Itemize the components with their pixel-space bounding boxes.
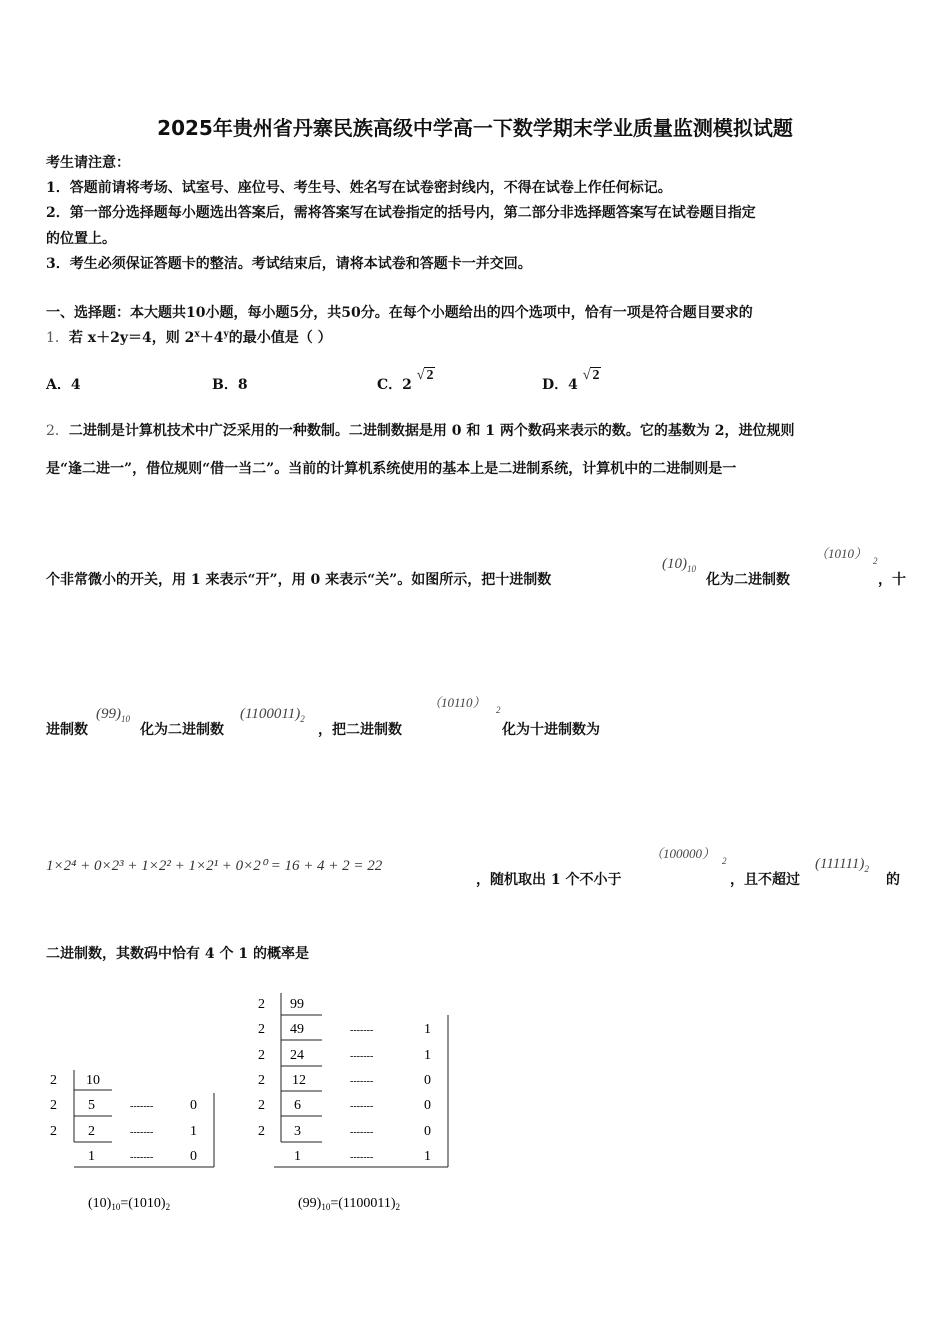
dash: -------	[350, 1152, 374, 1163]
q1-text-a: 若 x＋2y＝4，则 2	[68, 330, 195, 346]
quotient: 49	[290, 1022, 304, 1037]
q2-line-3b: 化为二进制数	[706, 572, 790, 588]
option-d-radicand: 2	[592, 368, 600, 383]
caption-text: =(1010)	[120, 1196, 166, 1211]
option-c[interactable]	[377, 368, 435, 394]
expr-sub: 2	[864, 864, 869, 874]
option-c-radicand: 2	[426, 368, 434, 383]
remainder: 1	[424, 1149, 431, 1164]
dash: -------	[130, 1127, 154, 1138]
q1-text-b: ＋4	[199, 330, 224, 346]
option-d[interactable]	[542, 368, 601, 394]
q2-line-3c: ，十	[878, 572, 906, 588]
page-title: 2025年贵州省丹寨民族高级中学高一下数学期末学业质量监测模拟试题	[157, 116, 793, 140]
expr-1010-binary: （1010）	[815, 546, 868, 561]
dash: -------	[130, 1101, 154, 1112]
division-figure	[40, 985, 460, 1220]
notice-item-1: 1．答题前请将考场、试室号、座位号、考生号、姓名写在试卷密封线内，不得在试卷上作任何标记。	[46, 180, 672, 196]
q2-line-4d: 化为十进制数为	[502, 722, 600, 738]
q1-text-c: 的最小值是（ ）	[228, 330, 332, 346]
caption-text: (99)	[298, 1196, 322, 1211]
option-a[interactable]: A．4	[46, 377, 81, 393]
quotient: 10	[86, 1073, 100, 1088]
caption-text: (10)	[88, 1196, 112, 1211]
divisor: 2	[258, 1098, 265, 1113]
q2-line-4b: 化为二进制数	[140, 722, 224, 738]
remainder: 1	[190, 1124, 197, 1139]
expr-10-decimal	[662, 556, 696, 574]
remainder: 0	[190, 1149, 197, 1164]
quotient: 1	[88, 1149, 95, 1164]
divisor: 2	[258, 1048, 265, 1063]
divisor: 2	[50, 1124, 57, 1139]
caption-sub: 10	[111, 1202, 121, 1212]
expr-sub: 10	[687, 564, 696, 574]
question-number: 1．	[46, 330, 69, 346]
quotient: 99	[290, 997, 304, 1012]
dash: -------	[350, 1051, 374, 1062]
dash: -------	[350, 1127, 374, 1138]
dash: -------	[350, 1025, 374, 1036]
sqrt-symbol: √ 2	[582, 368, 600, 383]
divisor: 2	[258, 997, 265, 1012]
q2-line-1	[46, 420, 795, 440]
notice-item-2-cont: 的位置上。	[46, 231, 116, 247]
caption-text: =(1100011)	[330, 1196, 396, 1211]
divisor: 2	[50, 1098, 57, 1113]
quotient: 6	[294, 1098, 301, 1113]
q2-line-4a: 进制数	[46, 722, 88, 738]
quotient: 2	[88, 1124, 95, 1139]
dash: -------	[350, 1076, 374, 1087]
right-caption	[298, 1196, 400, 1212]
expr-99-decimal	[96, 706, 130, 724]
expr-100000-binary: （100000）	[650, 846, 716, 861]
q2-line-2: 是“逢二进一”，借位规则“借一当二”。当前的计算机系统使用的基本上是二进制系统，计算机中的二进制则是一	[46, 461, 737, 477]
divisor: 2	[258, 1073, 265, 1088]
expr-100000-sub: 2	[722, 856, 727, 866]
question-number: 2．	[46, 423, 69, 439]
remainder: 0	[190, 1098, 197, 1113]
expr-sub: 2	[300, 714, 305, 724]
q2-line-5a: ，随机取出 1 个不小于	[476, 872, 622, 888]
caption-sub: 2	[395, 1202, 401, 1212]
remainder: 1	[424, 1048, 431, 1063]
quotient: 1	[294, 1149, 301, 1164]
q1-exp-x: x	[194, 329, 200, 340]
expr-1010-sub: 2	[873, 556, 878, 566]
divisor: 2	[258, 1124, 265, 1139]
conversion-formula: 1×2⁴ + 0×2³ + 1×2² + 1×2¹ + 0×2⁰ = 16 + 4 + 2 = 22	[46, 858, 383, 874]
section-heading: 一、选择题：本大题共10小题，每小题5分，共50分。在每个小题给出的四个选项中，恰有一项是符合题目要求的	[46, 305, 753, 321]
notice-heading: 考生请注意：	[46, 155, 130, 171]
quotient: 5	[88, 1098, 95, 1113]
dash: -------	[350, 1101, 374, 1112]
remainder: 1	[424, 1022, 431, 1037]
caption-sub: 10	[321, 1202, 331, 1212]
quotient: 12	[292, 1073, 306, 1088]
option-d-label: D．4	[542, 377, 578, 393]
right-division-diagram	[258, 993, 448, 1212]
dash: -------	[130, 1152, 154, 1163]
caption-sub: 2	[165, 1202, 171, 1212]
q2-line1-text: 二进制是计算机技术中广泛采用的一种数制。二进制数据是用 0 和 1 两个数码来表示的数。它的基数为 2，进位规则	[68, 423, 795, 439]
remainder: 0	[424, 1124, 431, 1139]
quotient: 24	[290, 1048, 304, 1063]
expr-111111-binary	[815, 856, 869, 874]
divisor: 2	[50, 1073, 57, 1088]
question-1	[46, 327, 332, 347]
expr-1100011-binary	[240, 706, 305, 724]
quotient: 3	[294, 1124, 301, 1139]
left-caption	[88, 1196, 170, 1212]
expr-sub: 10	[121, 714, 130, 724]
expr-text: (10)	[662, 556, 687, 572]
notice-item-2: 2．第一部分选择题每小题选出答案后，需将答案写在试卷指定的括号内，第二部分非选择题答案写在试卷题目指定	[46, 205, 756, 221]
left-division-diagram	[50, 1070, 214, 1212]
expr-text: (1100011)	[240, 706, 301, 722]
option-c-label: C．2	[377, 377, 412, 393]
remainder: 0	[424, 1098, 431, 1113]
expr-text: (99)	[96, 706, 121, 722]
expr-10110-binary: （10110）	[428, 695, 486, 710]
sqrt-symbol: √ 2	[416, 368, 434, 383]
q2-line-3a: 个非常微小的开关，用 1 来表示“开”，用 0 来表示“关”。如图所示，把十进制数	[46, 572, 552, 588]
expr-10110-sub: 2	[496, 705, 501, 715]
divisor: 2	[258, 1022, 265, 1037]
q2-line-6: 二进制数，其数码中恰有 4 个 1 的概率是	[46, 946, 309, 962]
remainder: 0	[424, 1073, 431, 1088]
q2-line-5c: 的	[886, 872, 900, 888]
q2-line-4c: ，把二进制数	[318, 722, 402, 738]
q1-exp-y: y	[223, 329, 229, 340]
option-b[interactable]: B．8	[212, 377, 248, 393]
expr-text: (111111)	[815, 856, 865, 872]
q2-line-5b: ，且不超过	[730, 872, 800, 888]
notice-item-3: 3．考生必须保证答题卡的整洁。考试结束后，请将本试卷和答题卡一并交回。	[46, 256, 532, 272]
